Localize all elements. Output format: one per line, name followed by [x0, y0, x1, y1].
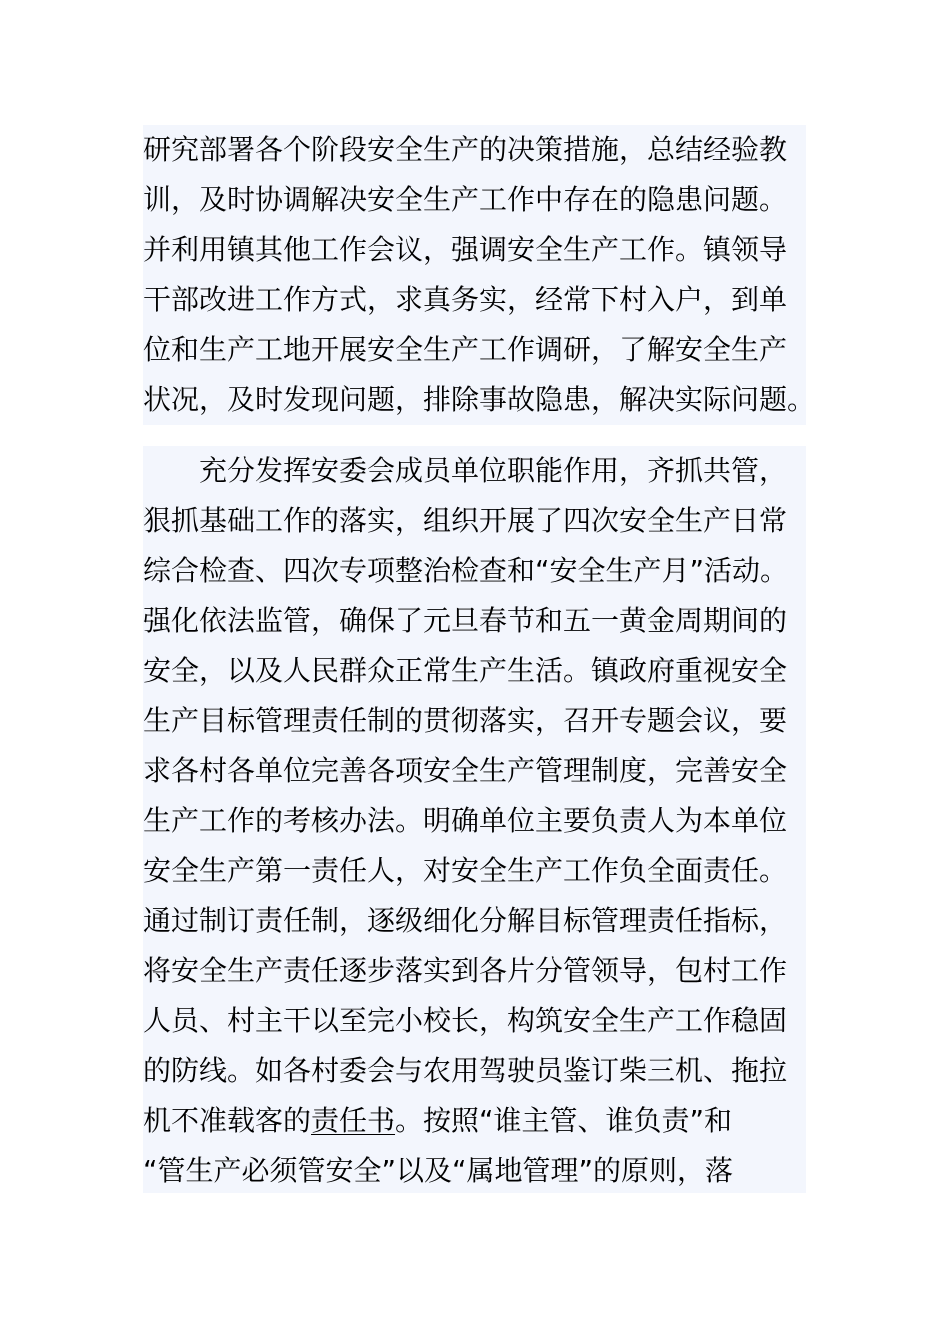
paragraph-line: 求各村各单位完善各项安全生产管理制度，完善安全 — [143, 754, 788, 787]
paragraph-line: 训，及时协调解决安全生产工作中存在的隐患问题。 — [143, 183, 788, 216]
paragraph-line: 将安全生产责任逐步落实到各片分管领导，包村工作 — [143, 954, 788, 987]
paragraph-1 — [143, 125, 816, 425]
paragraph-line-indented: 充分发挥安委会成员单位职能作用，齐抓共管， — [199, 454, 788, 487]
paragraph-line: 强化依法监管，确保了元旦春节和五一黄金周期间的 — [143, 604, 788, 637]
paragraph-line: 状况，及时发现问题，排除事故隐患，解决实际问题。 — [143, 383, 816, 416]
paragraph-line: “管生产必须管安全”以及“属地管理”的原则，落 — [143, 1154, 734, 1187]
paragraph-line: 综合检查、四次专项整治检查和“安全生产月”活动。 — [143, 554, 789, 587]
paragraph-line: 通过制订责任制，逐级细化分解目标管理责任指标， — [143, 904, 788, 937]
responsibility-letter-link[interactable]: 责任书 — [311, 1104, 396, 1137]
line-text-before-link: 机不准载客的 — [143, 1104, 312, 1137]
paragraph-line: 人员、村主干以至完小校长，构筑安全生产工作稳固 — [143, 1004, 788, 1037]
paragraph-line: 狠抓基础工作的落实，组织开展了四次安全生产日常 — [143, 504, 788, 537]
paragraph-line-with-link — [143, 1096, 732, 1146]
paragraph-line: 位和生产工地开展安全生产工作调研，了解安全生产 — [143, 333, 788, 366]
paragraph-line: 安全生产第一责任人，对安全生产工作负全面责任。 — [143, 854, 788, 887]
paragraph-line: 的防线。如各村委会与农用驾驶员鉴订柴三机、拖拉 — [143, 1054, 788, 1087]
paragraph-line: 安全，以及人民群众正常生产生活。镇政府重视安全 — [143, 654, 788, 687]
paragraph-line: 生产工作的考核办法。明确单位主要负责人为本单位 — [143, 804, 788, 837]
paragraph-line: 研究部署各个阶段安全生产的决策措施，总结经验教 — [143, 133, 788, 166]
paragraph-line: 并利用镇其他工作会议，强调安全生产工作。镇领导 — [143, 233, 788, 266]
paragraph-2 — [143, 446, 806, 1193]
line-text-after-link: 。按照“谁主管、谁负责”和 — [395, 1104, 733, 1137]
paragraph-line: 干部改进工作方式，求真务实，经常下村入户，到单 — [143, 283, 788, 316]
paragraph-line: 生产目标管理责任制的贯彻落实，召开专题会议，要 — [143, 704, 788, 737]
